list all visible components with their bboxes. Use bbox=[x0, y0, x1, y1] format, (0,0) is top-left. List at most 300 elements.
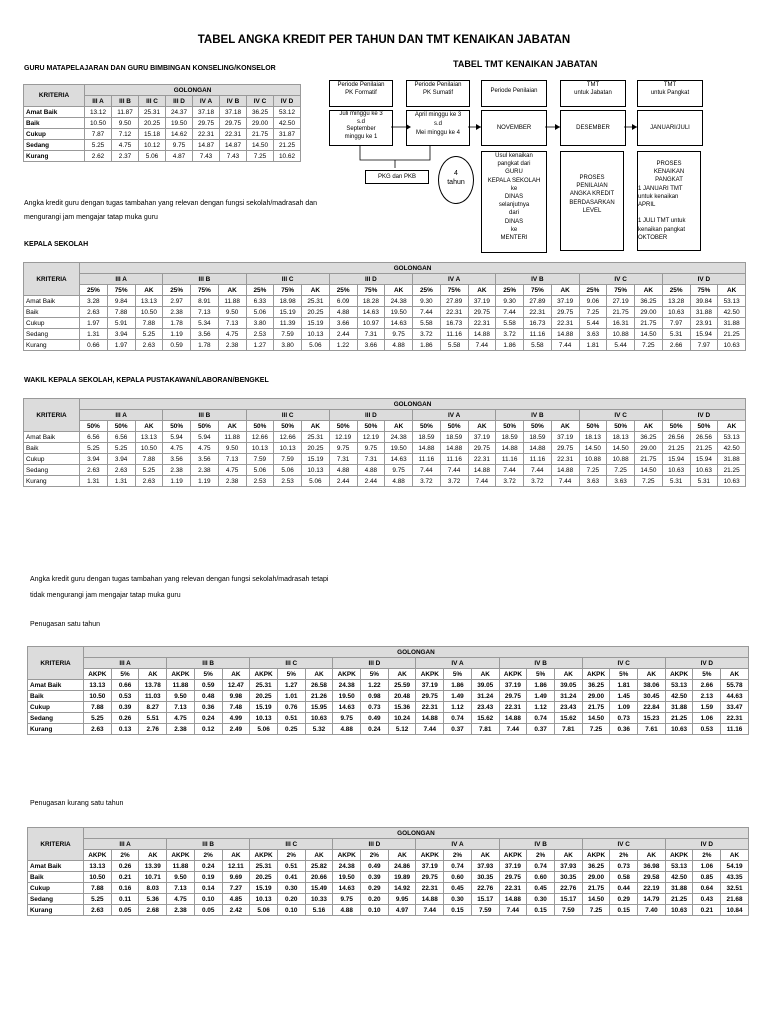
table-cell: 38.06 bbox=[638, 680, 666, 691]
table-cell: 7.44 bbox=[496, 465, 524, 476]
table-cell: 4.88 bbox=[329, 465, 357, 476]
table-cell: 14.50 bbox=[582, 894, 610, 905]
table-cell: 3.56 bbox=[191, 329, 219, 340]
column-header: IV A bbox=[193, 96, 220, 107]
table-cell: 5.25 bbox=[80, 443, 108, 454]
table-cell: 8.91 bbox=[191, 296, 219, 307]
sub-header: AK bbox=[721, 669, 749, 680]
group-header: IV C bbox=[582, 839, 665, 850]
table-cell: 29.75 bbox=[551, 307, 579, 318]
tmt-text bbox=[638, 209, 700, 217]
table-cell: 0.10 bbox=[277, 905, 305, 916]
table-cell: 39.84 bbox=[690, 296, 718, 307]
table-cell: 0.44 bbox=[610, 883, 638, 894]
group-header: III B bbox=[167, 658, 250, 669]
sub-header: AK bbox=[135, 285, 163, 296]
table-cell: 5.25 bbox=[135, 465, 163, 476]
tmt-text: untuk kenaikan bbox=[638, 193, 679, 200]
sub-header: 50% bbox=[191, 421, 219, 432]
table-cell: 5.94 bbox=[191, 432, 219, 443]
table-cell: 2.13 bbox=[693, 691, 721, 702]
table-cell: 0.30 bbox=[527, 894, 555, 905]
table-cell: 0.39 bbox=[111, 702, 139, 713]
table-cell: 9.75 bbox=[385, 465, 413, 476]
table-cell: 9.84 bbox=[107, 296, 135, 307]
table-cell: 30.35 bbox=[554, 872, 582, 883]
table-cell: 21.68 bbox=[721, 894, 749, 905]
sub-header: AKPK bbox=[416, 850, 444, 861]
table-cell: 31.88 bbox=[718, 318, 746, 329]
table-cell: 9.50 bbox=[218, 443, 246, 454]
row-label: Sedang bbox=[24, 140, 85, 151]
table-cell: 7.25 bbox=[582, 905, 610, 916]
table-cell: 0.98 bbox=[361, 691, 389, 702]
table-cell: 7.44 bbox=[551, 476, 579, 487]
table-cell: 1.78 bbox=[191, 340, 219, 351]
row-label: Kurang bbox=[24, 151, 85, 162]
table-cell: 15.36 bbox=[388, 702, 416, 713]
group-header: IV C bbox=[579, 274, 662, 285]
table-cell: 1.27 bbox=[246, 340, 274, 351]
table-cell: 0.13 bbox=[111, 724, 139, 735]
table-cell: 0.15 bbox=[444, 905, 472, 916]
group-header: IV B bbox=[499, 658, 582, 669]
kurang-table bbox=[27, 827, 749, 916]
table-cell: 9.50 bbox=[218, 307, 246, 318]
table-cell: 0.74 bbox=[527, 861, 555, 872]
table-cell: 15.94 bbox=[690, 329, 718, 340]
table-cell: 37.18 bbox=[193, 107, 220, 118]
table-cell: 0.74 bbox=[444, 861, 472, 872]
table-cell: 29.00 bbox=[635, 443, 663, 454]
table-cell: 21.75 bbox=[607, 307, 635, 318]
table-cell: 0.26 bbox=[111, 713, 139, 724]
table-cell: 37.18 bbox=[220, 107, 247, 118]
table-cell: 7.25 bbox=[579, 307, 607, 318]
table-cell: 36.25 bbox=[635, 432, 663, 443]
table-cell: 5.06 bbox=[302, 340, 330, 351]
table-cell: 11.88 bbox=[167, 861, 195, 872]
group-header: IV B bbox=[499, 839, 582, 850]
table-cell: 10.50 bbox=[84, 691, 112, 702]
table-cell: 4.75 bbox=[191, 443, 219, 454]
tmt-text: PK Sumatif bbox=[422, 90, 453, 96]
table-cell: 53.13 bbox=[665, 680, 693, 691]
table-cell: 9.95 bbox=[388, 894, 416, 905]
table-cell: 10.50 bbox=[84, 872, 112, 883]
wakil-heading: WAKIL KEPALA SEKOLAH, KEPALA PUSTAKAWAN/LABORAN/BENGKEL bbox=[24, 377, 269, 384]
table-cell: 0.20 bbox=[277, 894, 305, 905]
tmt-text: PROSES bbox=[579, 175, 605, 181]
table-cell: 0.30 bbox=[277, 883, 305, 894]
row-label: Kurang bbox=[28, 905, 84, 916]
table-cell: 2.44 bbox=[329, 329, 357, 340]
sub-header: AK bbox=[718, 421, 746, 432]
sub-header: 75% bbox=[357, 285, 385, 296]
table-cell: 4.75 bbox=[167, 894, 195, 905]
group-header: IV A bbox=[413, 410, 496, 421]
table-cell: 31.24 bbox=[471, 691, 499, 702]
proses-penilaian-box bbox=[560, 151, 624, 251]
sub-header: 50% bbox=[80, 421, 108, 432]
table-cell: 0.11 bbox=[111, 894, 139, 905]
table-cell: 39.05 bbox=[554, 680, 582, 691]
table-cell: 7.40 bbox=[638, 905, 666, 916]
table-cell: 1.19 bbox=[191, 476, 219, 487]
table-cell: 31.88 bbox=[718, 454, 746, 465]
sub-header: 75% bbox=[440, 285, 468, 296]
table-cell: 9.06 bbox=[579, 296, 607, 307]
table-cell: 14.88 bbox=[551, 329, 579, 340]
table-cell: 0.51 bbox=[277, 713, 305, 724]
table-cell: 15.95 bbox=[305, 702, 333, 713]
group-header: IV D bbox=[662, 410, 745, 421]
table-cell: 53.13 bbox=[718, 432, 746, 443]
table-cell: 5.25 bbox=[84, 894, 112, 905]
table-cell: 3.56 bbox=[191, 454, 219, 465]
tmt-text: s.d bbox=[356, 118, 365, 125]
table-row bbox=[28, 702, 749, 713]
golongan-header: GOLONGAN bbox=[85, 85, 301, 96]
table-cell: 42.50 bbox=[718, 307, 746, 318]
sub-header: AK bbox=[222, 669, 250, 680]
table-cell: 7.13 bbox=[218, 454, 246, 465]
table-cell: 5.06 bbox=[250, 905, 278, 916]
table-cell: 2.53 bbox=[246, 329, 274, 340]
tmt-text: KEPALA SEKOLAH bbox=[487, 177, 541, 184]
page-title: TABEL ANGKA KREDIT PER TAHUN DAN TMT KENAIKAN JABATAN bbox=[197, 34, 571, 46]
table-cell: 5.51 bbox=[139, 713, 167, 724]
group-header: IV D bbox=[662, 274, 745, 285]
table-cell: 7.44 bbox=[524, 465, 552, 476]
table-cell: 29.00 bbox=[635, 307, 663, 318]
table-cell: 36.25 bbox=[247, 107, 274, 118]
table-row bbox=[24, 318, 746, 329]
table-cell: 10.63 bbox=[665, 724, 693, 735]
table-cell: 7.25 bbox=[635, 340, 663, 351]
table-cell: 1.01 bbox=[277, 691, 305, 702]
guru-heading: GURU MATAPELAJARAN DAN GURU BIMBINGAN KONSELING/KONSELOR bbox=[24, 65, 276, 72]
tmt-text: s.d bbox=[433, 121, 442, 127]
table-cell: 1.09 bbox=[610, 702, 638, 713]
note1-line1: Angka kredit guru dengan tugas tambahan yang relevan dengan fungsi sekolah/madrasah dan bbox=[24, 200, 318, 207]
table-cell: 29.75 bbox=[551, 443, 579, 454]
tmt-text: Periode Penilaian bbox=[414, 82, 462, 88]
table-cell: 1.45 bbox=[610, 691, 638, 702]
table-cell: 0.59 bbox=[194, 680, 222, 691]
table-cell: 2.66 bbox=[693, 680, 721, 691]
table-cell: 2.63 bbox=[84, 905, 112, 916]
table-cell: 7.88 bbox=[107, 307, 135, 318]
sub-header: AK bbox=[218, 421, 246, 432]
table-cell: 10.63 bbox=[665, 905, 693, 916]
row-label: Sedang bbox=[24, 465, 80, 476]
table-cell: 5.34 bbox=[191, 318, 219, 329]
group-header: IV C bbox=[582, 658, 665, 669]
table-cell: 4.88 bbox=[385, 476, 413, 487]
tmt-text: pangkat dari bbox=[497, 161, 531, 168]
sub-header: 50% bbox=[163, 421, 191, 432]
sub-header: 5% bbox=[610, 669, 638, 680]
table-cell: 2.38 bbox=[218, 476, 246, 487]
table-cell: 7.44 bbox=[413, 465, 441, 476]
table-cell: 30.35 bbox=[471, 872, 499, 883]
sub-header: AK bbox=[551, 421, 579, 432]
table-cell: 39.05 bbox=[471, 680, 499, 691]
table-cell: 15.23 bbox=[638, 713, 666, 724]
table-cell: 7.88 bbox=[84, 702, 112, 713]
table-cell: 29.75 bbox=[416, 872, 444, 883]
table-cell: 15.19 bbox=[250, 883, 278, 894]
table-cell: 21.25 bbox=[274, 140, 301, 151]
table-cell: 43.35 bbox=[721, 872, 749, 883]
sub-header: AK bbox=[139, 850, 167, 861]
sub-header: AK bbox=[635, 285, 663, 296]
row-label: Cukup bbox=[28, 702, 84, 713]
table-cell: 21.25 bbox=[690, 443, 718, 454]
table-cell: 2.76 bbox=[139, 724, 167, 735]
table-cell: 5.44 bbox=[607, 340, 635, 351]
table-cell: 10.63 bbox=[718, 340, 746, 351]
table-cell: 0.64 bbox=[693, 883, 721, 894]
table-cell: 15.19 bbox=[250, 702, 278, 713]
table-cell: 1.31 bbox=[80, 329, 108, 340]
table-cell: 21.75 bbox=[582, 883, 610, 894]
table-cell: 25.31 bbox=[250, 680, 278, 691]
table-cell: 0.36 bbox=[610, 724, 638, 735]
table-cell: 37.19 bbox=[468, 432, 496, 443]
table-cell: 0.37 bbox=[527, 724, 555, 735]
table-cell: 5.44 bbox=[579, 318, 607, 329]
table-cell: 33.47 bbox=[721, 702, 749, 713]
table-cell: 15.17 bbox=[554, 894, 582, 905]
table-cell: 5.06 bbox=[139, 151, 166, 162]
table-subheader-row bbox=[24, 421, 746, 432]
table-cell: 25.31 bbox=[139, 107, 166, 118]
table-cell: 7.59 bbox=[274, 454, 302, 465]
table-cell: 7.44 bbox=[499, 905, 527, 916]
table-cell: 11.88 bbox=[167, 680, 195, 691]
table-cell: 2.49 bbox=[222, 724, 250, 735]
column-header: IV D bbox=[274, 96, 301, 107]
table-cell: 0.60 bbox=[527, 872, 555, 883]
sub-header: AK bbox=[222, 850, 250, 861]
table-cell: 18.59 bbox=[440, 432, 468, 443]
table-cell: 10.63 bbox=[662, 307, 690, 318]
table-subheader-row bbox=[28, 850, 749, 861]
table-cell: 7.81 bbox=[471, 724, 499, 735]
group-header: III B bbox=[163, 410, 246, 421]
wakil-table bbox=[23, 398, 746, 487]
sub-header: AKPK bbox=[665, 669, 693, 680]
table-row bbox=[24, 307, 746, 318]
sub-header: 5% bbox=[277, 669, 305, 680]
table-cell: 3.56 bbox=[163, 454, 191, 465]
table-cell: 2.38 bbox=[163, 465, 191, 476]
table-cell: 2.53 bbox=[246, 476, 274, 487]
table-cell: 7.13 bbox=[218, 318, 246, 329]
tmt-heading: TABEL TMT KENAIKAN JABATAN bbox=[453, 59, 598, 69]
table-cell: 19.50 bbox=[385, 443, 413, 454]
sub-header: AK bbox=[638, 669, 666, 680]
group-header: IV A bbox=[416, 658, 499, 669]
table-cell: 14.50 bbox=[247, 140, 274, 151]
sub-header: AK bbox=[635, 421, 663, 432]
row-label: Amat Baik bbox=[28, 680, 84, 691]
table-cell: 10.71 bbox=[139, 872, 167, 883]
table-header-row bbox=[28, 839, 749, 850]
table-cell: 2.63 bbox=[135, 340, 163, 351]
table-cell: 1.49 bbox=[444, 691, 472, 702]
table-cell: 1.81 bbox=[610, 680, 638, 691]
sub-header: 25% bbox=[579, 285, 607, 296]
sub-header: 75% bbox=[690, 285, 718, 296]
table-cell: 3.63 bbox=[607, 476, 635, 487]
table-cell: 1.86 bbox=[413, 340, 441, 351]
row-label: Amat Baik bbox=[24, 432, 80, 443]
sub-header: AKPK bbox=[333, 669, 361, 680]
table-cell: 22.31 bbox=[468, 454, 496, 465]
table-cell: 3.66 bbox=[357, 340, 385, 351]
table-row bbox=[28, 905, 749, 916]
group-header: III D bbox=[329, 410, 412, 421]
table-cell: 27.19 bbox=[607, 296, 635, 307]
table-cell: 19.50 bbox=[333, 872, 361, 883]
row-label: Cukup bbox=[24, 318, 80, 329]
tmt-text: minggu ke 1 bbox=[344, 133, 378, 140]
table-cell: 37.19 bbox=[416, 861, 444, 872]
table-row bbox=[24, 140, 301, 151]
tmt-text: 1 JULI TMT untuk bbox=[638, 218, 686, 225]
kriteria-header: KRITERIA bbox=[24, 399, 80, 432]
table-cell: 0.45 bbox=[527, 883, 555, 894]
table-cell: 12.66 bbox=[246, 432, 274, 443]
table-row bbox=[28, 680, 749, 691]
table-cell: 9.75 bbox=[166, 140, 193, 151]
sub-header: 50% bbox=[274, 421, 302, 432]
table-cell: 37.19 bbox=[499, 680, 527, 691]
table-cell: 29.75 bbox=[499, 872, 527, 883]
table-cell: 7.44 bbox=[551, 340, 579, 351]
tmt-text: BERDASARKAN bbox=[569, 199, 615, 206]
table-cell: 15.62 bbox=[554, 713, 582, 724]
table-cell: 0.37 bbox=[444, 724, 472, 735]
sub-header: AKPK bbox=[665, 850, 693, 861]
table-cell: 0.30 bbox=[444, 894, 472, 905]
table-cell: 18.98 bbox=[274, 296, 302, 307]
table-cell: 14.88 bbox=[440, 443, 468, 454]
table-cell: 44.63 bbox=[721, 691, 749, 702]
tmt-text: PENILAIAN bbox=[576, 183, 608, 190]
table-cell: 22.31 bbox=[551, 318, 579, 329]
sub-header: AK bbox=[385, 285, 413, 296]
table-cell: 0.39 bbox=[361, 872, 389, 883]
sub-header: 2% bbox=[277, 850, 305, 861]
table-cell: 31.24 bbox=[554, 691, 582, 702]
table-cell: 30.45 bbox=[638, 691, 666, 702]
table-row bbox=[24, 129, 301, 140]
table-cell: 0.26 bbox=[111, 861, 139, 872]
table-row bbox=[24, 465, 746, 476]
table-cell: 24.38 bbox=[385, 432, 413, 443]
sub-header: 75% bbox=[274, 285, 302, 296]
table-row bbox=[24, 454, 746, 465]
table-cell: 0.58 bbox=[610, 872, 638, 883]
table-cell: 20.48 bbox=[388, 691, 416, 702]
sub-header: 2% bbox=[610, 850, 638, 861]
table-cell: 7.59 bbox=[246, 454, 274, 465]
sub-header: AK bbox=[139, 669, 167, 680]
table-cell: 14.50 bbox=[635, 329, 663, 340]
table-cell: 37.19 bbox=[551, 296, 579, 307]
sub-header: AKPK bbox=[250, 669, 278, 680]
table-cell: 5.16 bbox=[305, 905, 333, 916]
table-cell: 5.25 bbox=[135, 329, 163, 340]
table-cell: 6.33 bbox=[246, 296, 274, 307]
sub-header: 5% bbox=[693, 669, 721, 680]
table-cell: 14.88 bbox=[499, 894, 527, 905]
table-cell: 3.72 bbox=[413, 476, 441, 487]
table-cell: 32.51 bbox=[721, 883, 749, 894]
tahun-circle bbox=[438, 156, 474, 204]
sub-header: AK bbox=[554, 669, 582, 680]
table-cell: 29.75 bbox=[193, 118, 220, 129]
table-cell: 20.25 bbox=[250, 872, 278, 883]
table-cell: 1.97 bbox=[80, 318, 108, 329]
column-header: III B bbox=[112, 96, 139, 107]
table-cell: 0.85 bbox=[693, 872, 721, 883]
table-cell: 0.43 bbox=[693, 894, 721, 905]
table-cell: 37.93 bbox=[471, 861, 499, 872]
table-cell: 2.38 bbox=[167, 905, 195, 916]
table-cell: 11.88 bbox=[218, 432, 246, 443]
table-cell: 11.03 bbox=[139, 691, 167, 702]
table-cell: 4.75 bbox=[167, 713, 195, 724]
table-cell: 0.20 bbox=[361, 894, 389, 905]
table-cell: 24.37 bbox=[166, 107, 193, 118]
table-cell: 7.88 bbox=[84, 883, 112, 894]
table-cell: 15.17 bbox=[471, 894, 499, 905]
tmt-box-november: NOVEMBER bbox=[481, 110, 547, 146]
table-cell: 24.86 bbox=[388, 861, 416, 872]
table-cell: 3.72 bbox=[496, 476, 524, 487]
table-cell: 14.88 bbox=[468, 329, 496, 340]
table-cell: 1.19 bbox=[163, 476, 191, 487]
sub-header: 2% bbox=[361, 850, 389, 861]
table-cell: 9.50 bbox=[167, 872, 195, 883]
table-cell: 16.73 bbox=[440, 318, 468, 329]
table-cell: 8.03 bbox=[139, 883, 167, 894]
table-row bbox=[28, 861, 749, 872]
table-cell: 20.25 bbox=[302, 443, 330, 454]
table-cell: 7.25 bbox=[579, 465, 607, 476]
row-label: Baik bbox=[28, 691, 84, 702]
table-cell: 29.75 bbox=[468, 307, 496, 318]
table-cell: 10.50 bbox=[85, 118, 112, 129]
sub-header: 5% bbox=[527, 669, 555, 680]
table-cell: 3.80 bbox=[274, 340, 302, 351]
sub-header: 25% bbox=[163, 285, 191, 296]
table-cell: 0.25 bbox=[277, 724, 305, 735]
table-cell: 21.75 bbox=[635, 454, 663, 465]
table-row bbox=[24, 476, 746, 487]
table-cell: 21.75 bbox=[635, 318, 663, 329]
table-cell: 15.94 bbox=[690, 454, 718, 465]
table-row bbox=[28, 691, 749, 702]
table-header-row bbox=[24, 410, 746, 421]
proses-kenaikan-box bbox=[637, 151, 701, 251]
table-cell: 10.84 bbox=[721, 905, 749, 916]
